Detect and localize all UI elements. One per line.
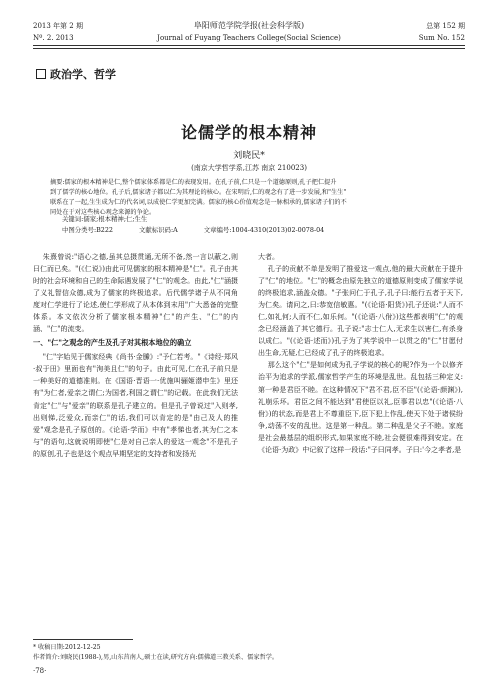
abstract <box>50 178 450 218</box>
issue-code: Nº. 2. 2013 <box>33 34 74 42</box>
journal-title-cn: 阜阳师范学院学报(社会科学版) <box>193 21 305 30</box>
article-affiliation: (南京大学哲学系,江苏 南京 210023) <box>191 164 307 172</box>
document-code: 文献标识码:A <box>139 226 178 234</box>
abstract-line: 同处在于对这些核心观念来源的争论。 <box>50 209 156 216</box>
header-rule-top <box>33 45 465 46</box>
class-number: 中图分类号:B222 <box>62 226 113 234</box>
keywords: 关键词:儒家;根本精神;仁;生生 <box>62 215 148 223</box>
footnote-rule <box>33 639 133 640</box>
body-column-right <box>258 251 463 456</box>
section-square-icon <box>36 69 46 79</box>
body-paragraph: "仁"字始见于儒家经典《尚书·金縢》:"予仁若考。"《诗经·郑风·叔于田》里面也有"洵美且仁"的句子。由此可见,仁在孔子前只是一种美好的道德准则。在《国语·晋语一·优施叫骊姬潜申生》里还有"为仁者,爱亲之谓仁;为国者,利国之谓仁"的记载。在此我们无法肯定"仁"与"爱亲"的联系是孔子建立的。但是孔子曾说过"入则孝,出则悌,泛爱众,而亲仁"的话,我们可以肯定的是"由己及人的推爱"观念是孔子原创的。《论语·学而》中有"孝悌也者,其为仁之本与"的语句,这就说明即使"仁是对自己亲人的爱这一观念"不是孔子的原创,孔子也是这个观点早期坚定的支持者和发扬光 <box>33 353 238 458</box>
abstract-line: 联系在了一起,生生成为仁的代名词,以成使仁学更加完满。儒家的核心价值观念是一脉相承的,儒家诸子们的不 <box>50 199 347 206</box>
body-paragraph: 朱熹曾说:"语心之德,虽其总摄贯通,无所不备,然一言以蔽之,则曰仁而已矣。"(《仁说》)由此可见儒家的根本精神是"仁"。孔子由其时的社会环境和自己的生命际遇发展了"仁"的观念。由此,"仁"涵摄了义礼智信众德,成为了儒家的终极追求。后代儒学诸子从不同角度对仁学进行了论述,使仁学形成了从本体到末用"广大悉备的完整体系。本文依次分析了儒家根本精神"仁"的产生、"仁"的内涵、"仁"的流变。 <box>33 253 238 334</box>
article-author: 刘晓民* <box>233 151 265 161</box>
footnote-received: * 收稿日期:2012-12-25 <box>33 644 101 651</box>
classification-row <box>62 225 324 234</box>
page-number: ·78· <box>33 667 47 675</box>
article-number: 文章编号:1004-4310(2013)02-0078-04 <box>203 226 325 234</box>
body-paragraph: 孔子的贡献不单是发明了推爱这一观点,他的最大贡献在于提升了"仁"的地位。"仁"的概念由原先独立的道德原则变成了儒家学说的终极追求,涵盖众德。"子张问仁于孔子,孔子曰:能行五者于天下,为仁矣。请问之,曰:恭宽信敏惠。"(《论语·阳货》)孔子还说:"人而不仁,如礼何;人而不仁,如乐何。"(《论语·八佾》)这些都表明"仁"的观念已经涵盖了其它德行。孔子说:"志士仁人,无求生以害仁,有杀身以成仁。"(《论语·述而》)孔子为了其学说中一以贯之的"仁"甘愿付出生命,无疑,仁已经成了孔子的终极追求。 <box>258 265 463 358</box>
issue-label: 2013 年第 2 期 <box>33 22 83 30</box>
abstract-line: 摘要:儒家的根本精神是仁,整个儒家体系都是仁的表现发用。在孔子前,仁只是一个道德原则,孔子把仁提升 <box>50 179 337 186</box>
total-issue-cn: 总第 152 期 <box>426 22 465 30</box>
total-issue-en: Sum No. 152 <box>418 34 465 42</box>
article-title: 论儒学的根本精神 <box>180 123 317 142</box>
section-heading <box>36 66 116 82</box>
section-subheading: 一、"仁"之观念的产生及孔子对其根本地位的确立 <box>33 338 192 348</box>
body-column-left <box>33 251 238 460</box>
journal-title-en: Journal of Fuyang Teachers College(Social Science) <box>157 34 341 42</box>
body-paragraph: 那么这个"仁"是如何成为孔子学说的核心的呢?作为一个以修齐治平为追求的学派,儒家哲学产生的环境是乱世。乱包括三种定义:第一种是君臣不睦。在这种情况下"君不君,臣不臣"(《论语·颜渊》),礼崩乐坏。君臣之间不能达到"君使臣以礼,臣事君以忠"(《论语·八佾》)的状态,而是君上不尊重臣下,臣下犯上作乱,使天下处于诸侯纷争,动荡不安的乱世。这是第一种乱。第二种乱是父子不睦。家庭是社会最基层的组织形式,如果家庭不睦,社会便很难得到安定。在《论语·为政》中记叙了这样一段话:"子曰同孝。子曰:'今之孝者,是 <box>258 361 463 454</box>
footnote-bio: 作者简介:刘晓民(1988-),男,山东莒南人,硕士在读,研究方向:儒佛道三教关系、儒家哲学。 <box>33 654 279 661</box>
header-rule-bottom <box>33 48 465 49</box>
body-paragraph: 大者。 <box>258 253 279 261</box>
section-title: 政治学、哲学 <box>50 68 116 81</box>
footnote <box>33 643 278 663</box>
abstract-line: 到了儒学的核心地位。孔子后,儒家诸子都以仁为其理论的核心。在宋明后,仁的观念有了进一步发展,和"生生" <box>50 189 347 196</box>
